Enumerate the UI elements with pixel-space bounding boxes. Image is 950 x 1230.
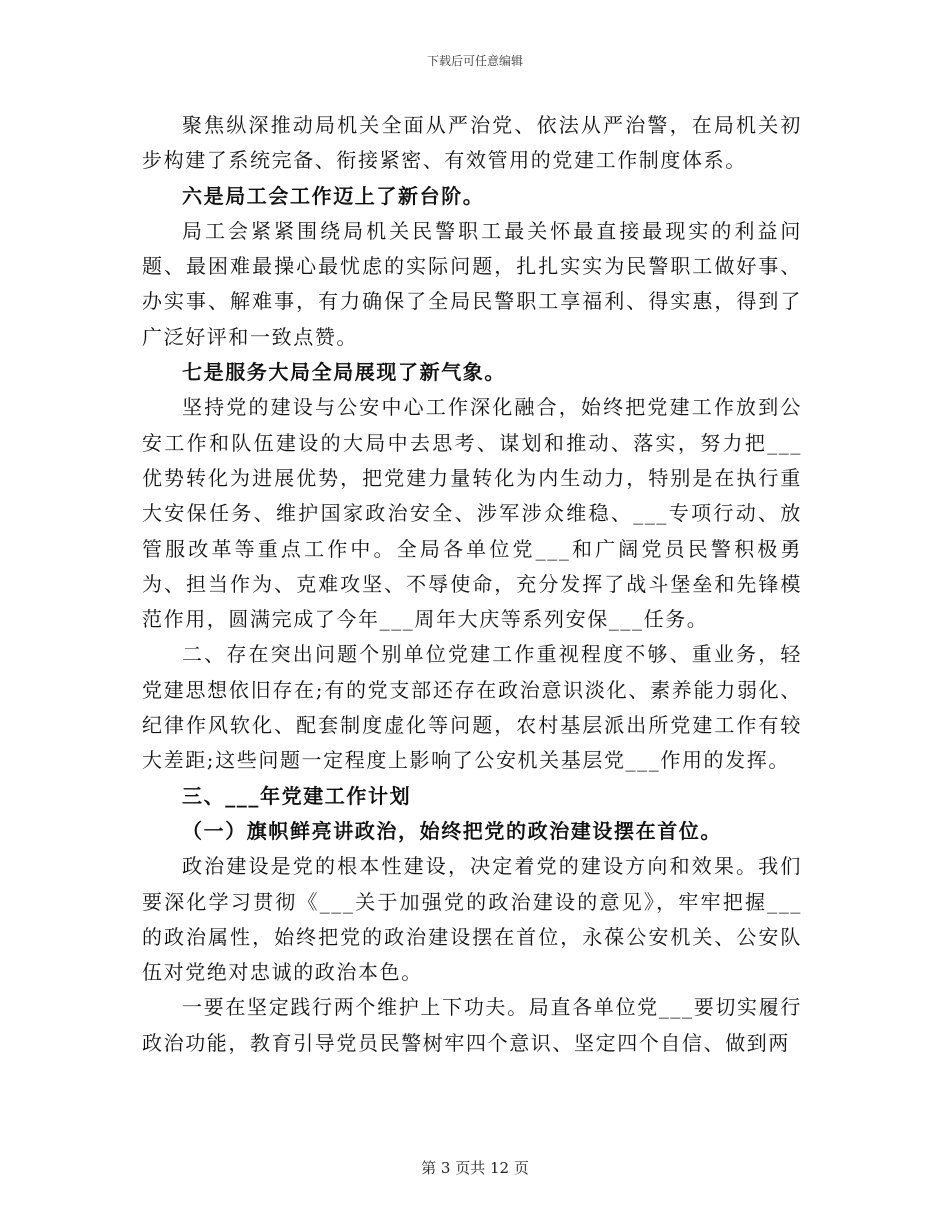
paragraph: 政治建设是党的根本性建设，决定着党的建设方向和效果。我们要深化学习贯彻《___关于加强党的政治建设的意见》，牢牢把握___的政治属性，始终把党的政治建设摆在首位，永葆公安机关、公安队伍对党绝对忠诚的政治本色。 — [142, 854, 802, 985]
section-heading: 六是局工会工作迈上了新台阶。 — [182, 183, 485, 208]
subsection-heading: （一）旗帜鲜亮讲政治，始终把党的政治建设摆在首位。 — [182, 818, 722, 843]
chapter-heading: 三、___年党建工作计划 — [182, 783, 412, 808]
paragraph: 聚焦纵深推动局机关全面从严治党、依法从严治警，在局机关初步构建了系统完备、衔接紧密、有效管用的党建工作制度体系。 — [142, 113, 802, 173]
document-body — [142, 108, 802, 1061]
section-heading: 七是服务大局全局展现了新气象。 — [182, 360, 506, 385]
header-note: 下载后可任意编辑 — [426, 54, 523, 68]
paragraph: 局工会紧紧围绕局机关民警职工最关怀最直接最现实的利益问题、最困难最操心最忧虑的实际问题，扎扎实实为民警职工做好事、办实事、解难事，有力确保了全局民警职工享福利、得实惠，得到了广泛好评和一致点赞。 — [142, 218, 802, 349]
paragraph: 一要在坚定践行两个维护上下功夫。局直各单位党___要切实履行政治功能，教育引导党员民警树牢四个意识、坚定四个自信、做到两 — [142, 995, 802, 1055]
page-indicator: 第 3 页共 12 页 — [421, 1159, 529, 1177]
paragraph: 坚持党的建设与公安中心工作深化融合，始终把党建工作放到公安工作和队伍建设的大局中去思考、谋划和推动、落实，努力把___优势转化为进展优势，把党建力量转化为内生动力，特别是在执行重大安保任务、维护国家政治安全、涉军涉众维稳、___专项行动、放管服改革等重点工作中。全局各单位党___和广阔党员民警积极勇为、担当作为、克难攻坚、不辱使命，充分发挥了战斗堡垒和先锋模范作用，圆满完成了今年___周年大庆等系列安保___任务。 — [142, 395, 802, 632]
paragraph: 二、存在突出问题个别单位党建工作重视程度不够、重业务，轻党建思想依旧存在;有的党支部还存在政治意识淡化、素养能力弱化、纪律作风软化、配套制度虚化等问题，农村基层派出所党建工作有较大差距;这些问题一定程度上影响了公安机关基层党___作用的发挥。 — [142, 642, 802, 773]
